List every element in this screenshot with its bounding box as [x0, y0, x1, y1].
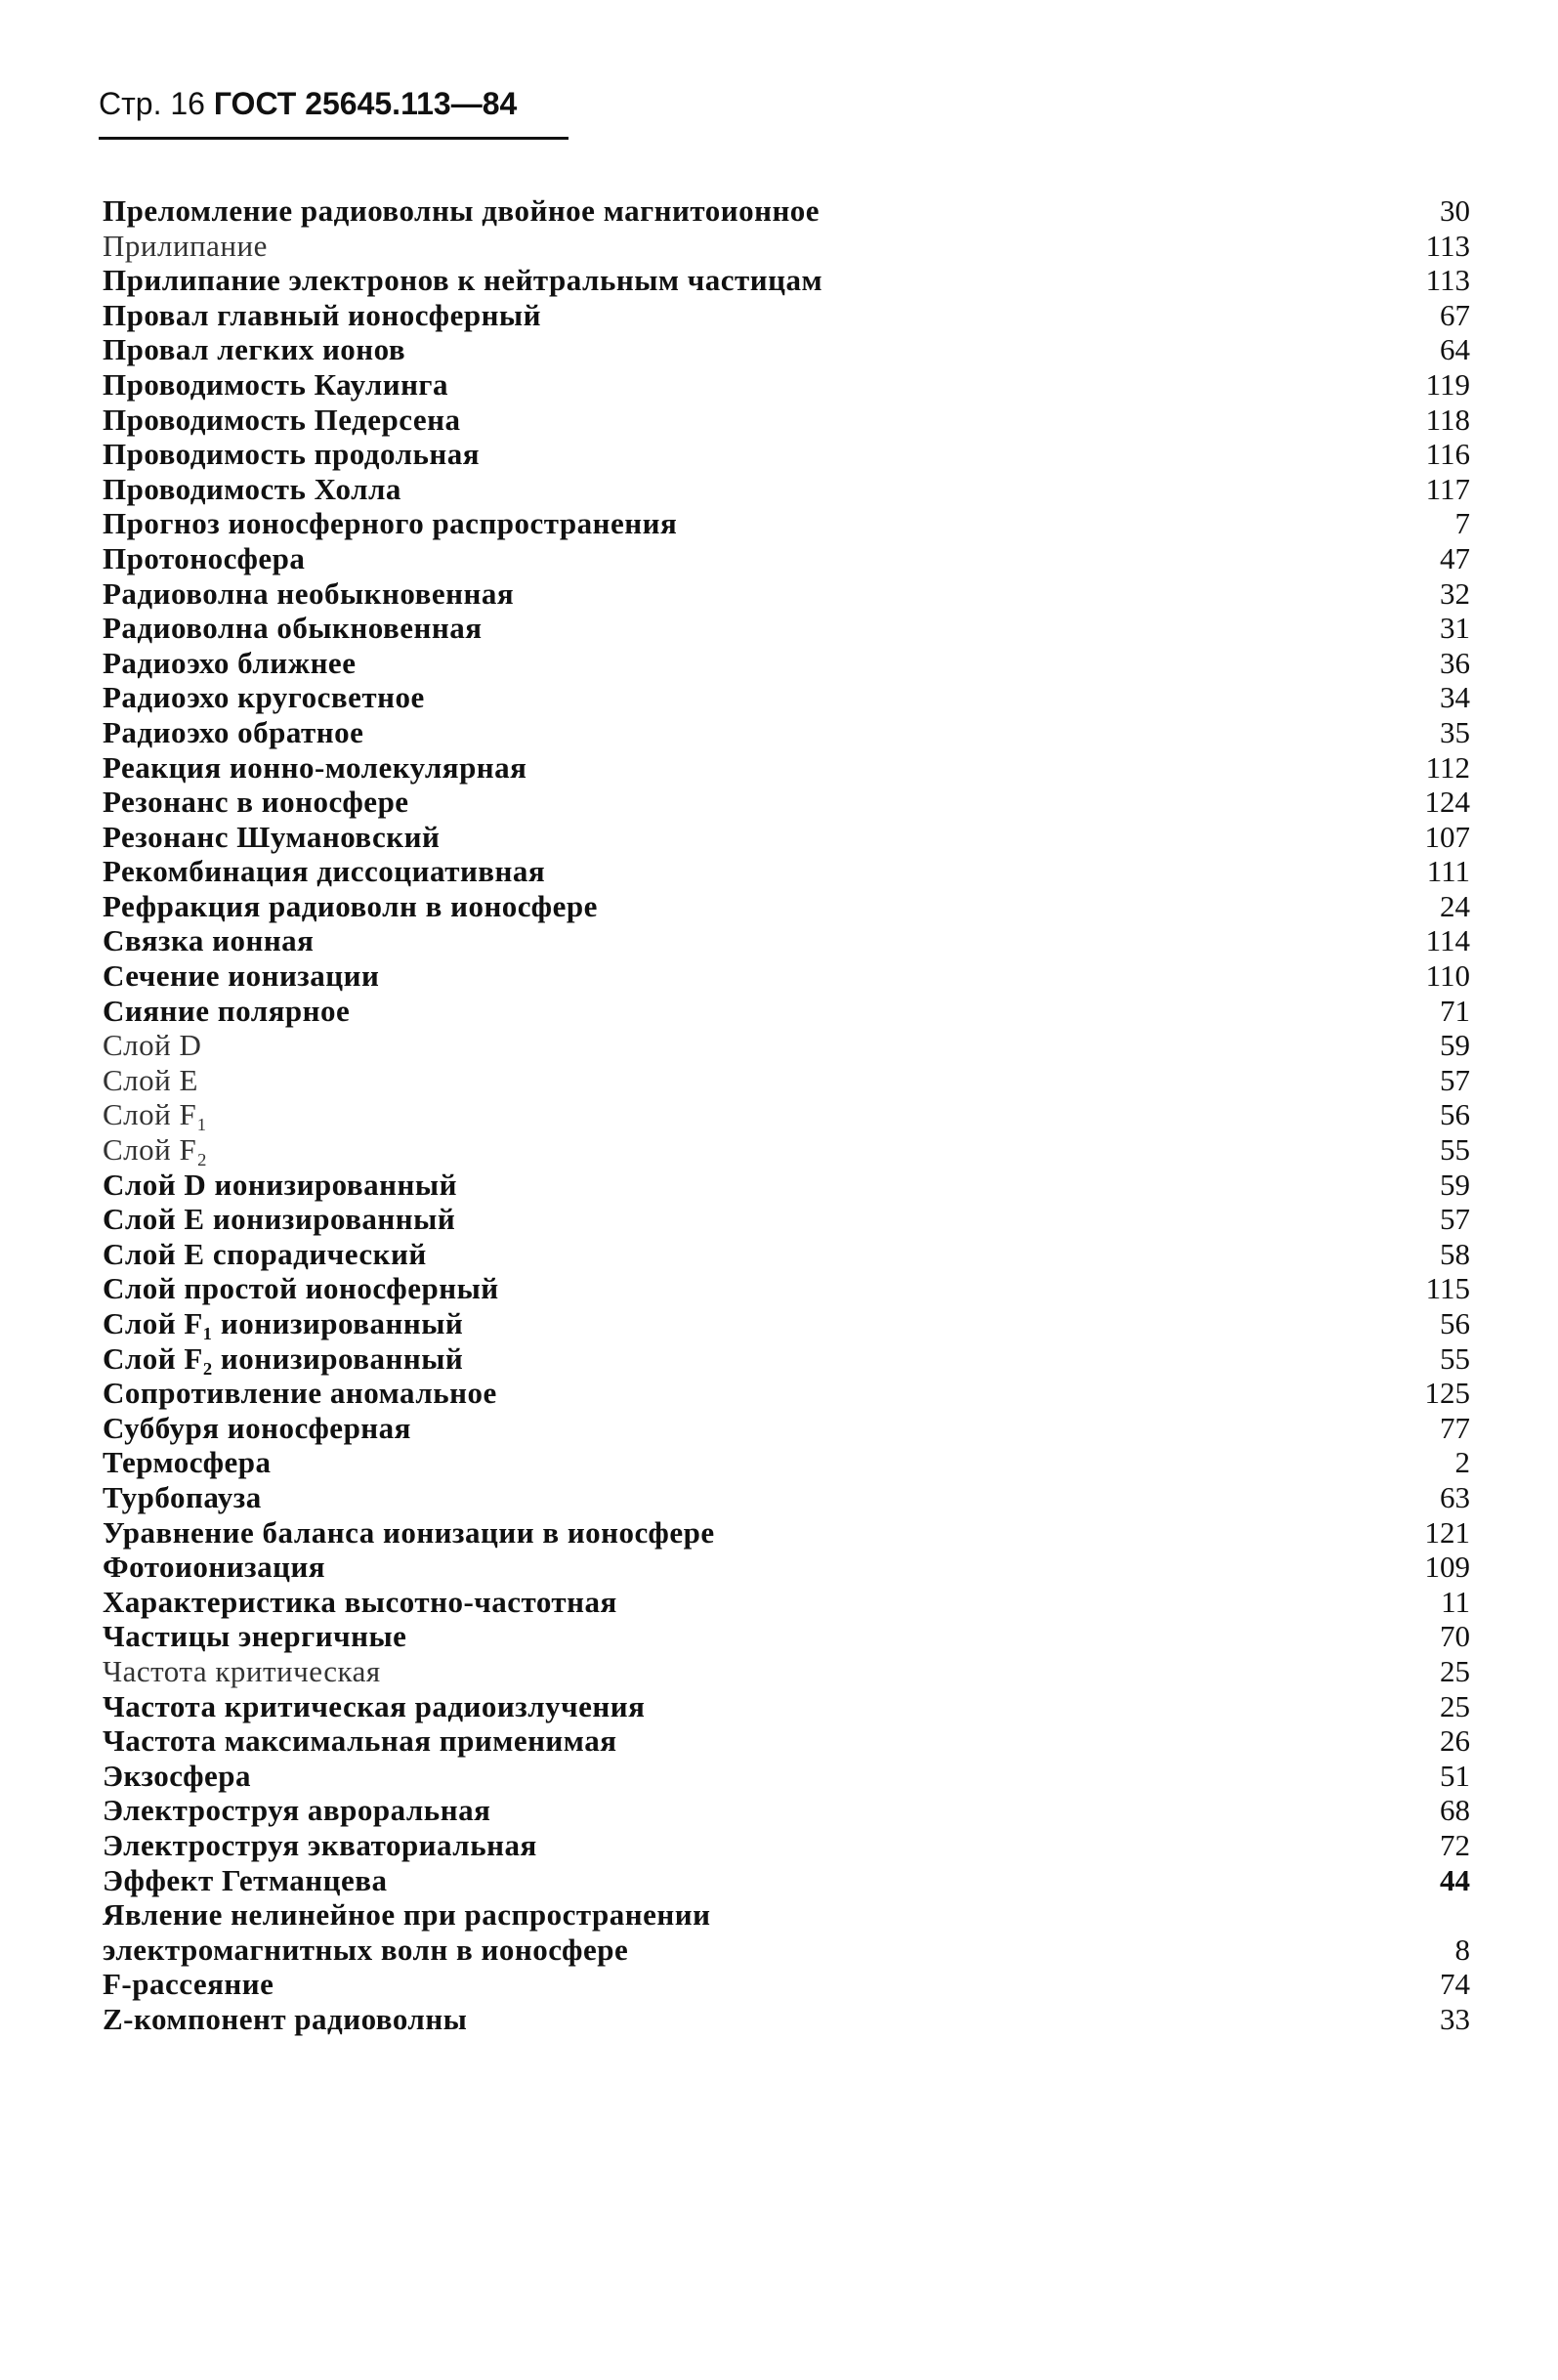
index-entry [103, 1550, 1470, 1585]
index-page-number: 63 [1440, 1479, 1470, 1514]
page-label: Стр. 16 [99, 86, 205, 121]
index-entry [103, 1480, 1470, 1515]
index-page-number: 59 [1440, 1028, 1470, 1063]
index-entry [103, 1828, 1470, 1863]
index-term: Радиоэхо ближнее [103, 645, 357, 680]
index-term: Сопротивление аномальное [103, 1376, 497, 1411]
index-entry [103, 1411, 1470, 1446]
index-term: Связка ионная [103, 923, 315, 958]
index-page-number: 36 [1440, 645, 1470, 680]
index-entry [103, 958, 1470, 994]
index-entry [103, 1271, 1470, 1306]
index-page-number: 121 [1424, 1514, 1470, 1550]
index-entry [103, 437, 1470, 472]
index-term: Слой D ионизированный [103, 1167, 457, 1202]
index-term: Слой E [103, 1062, 198, 1097]
index-entry [103, 1132, 1470, 1168]
index-page-number: 47 [1440, 540, 1470, 575]
index-page-number: 56 [1440, 1306, 1470, 1340]
index-page-number: 117 [1425, 471, 1470, 506]
index-entry [103, 1237, 1470, 1272]
index-term: F-рассеяние [103, 1967, 274, 2002]
index-page-number: 113 [1425, 263, 1470, 298]
index-term: Термосфера [103, 1445, 272, 1480]
index-term: Слой D [103, 1028, 202, 1063]
index-entry [103, 785, 1470, 820]
index-entry [103, 1515, 1470, 1551]
index-term: Частота критическая радиоизлучения [103, 1688, 646, 1723]
index-entry [103, 367, 1470, 403]
index-page-number: 34 [1440, 680, 1470, 715]
index-term: Z-компонент радиоволны [103, 2001, 468, 2036]
index-page-number: 35 [1440, 714, 1470, 749]
index-term: Проводимость продольная [103, 437, 480, 472]
index-term: Рекомбинация диссоциативная [103, 854, 546, 889]
index-entry [103, 994, 1470, 1029]
index-term: Слой F₂ ионизированный [103, 1340, 464, 1376]
index-entry [103, 298, 1470, 333]
index-term: Характеристика высотно-частотная [103, 1584, 617, 1619]
index-entry [103, 1654, 1470, 1689]
index-term: Слой F₁ ионизированный [103, 1306, 464, 1340]
index-entry [103, 229, 1470, 264]
index-term: Резонанс Шумановский [103, 819, 441, 854]
index-term: Слой F₂ [103, 1132, 208, 1168]
index-entry [103, 1863, 1470, 1898]
index-page-number: 57 [1440, 1202, 1470, 1237]
index-page-number: 110 [1425, 958, 1470, 994]
index-term: Рефракция радиоволн в ионосфере [103, 888, 598, 923]
index-term: Провал главный ионосферный [103, 297, 541, 332]
index-entry [103, 1063, 1470, 1098]
index-page-number: 115 [1425, 1271, 1470, 1306]
index-term: Частота максимальная применимая [103, 1723, 617, 1759]
index-entry [103, 923, 1470, 958]
index-page-number: 125 [1424, 1376, 1470, 1411]
index-page-number: 33 [1440, 2001, 1470, 2036]
index-term: Слой F₁ [103, 1097, 208, 1132]
index-page-number: 77 [1440, 1410, 1470, 1445]
index-term: Протоносфера [103, 540, 306, 575]
index-page-number: 59 [1440, 1167, 1470, 1202]
index-term: Провал легких ионов [103, 332, 406, 367]
index-page-number: 25 [1440, 1653, 1470, 1688]
index-page-number: 112 [1425, 749, 1470, 785]
index-entry [103, 2002, 1470, 2037]
index-entry [103, 820, 1470, 855]
standard-number: ГОСТ 25645.113—84 [213, 86, 518, 121]
index-entry [103, 1967, 1470, 2002]
index-term: Преломление радиоволны двойное магнитоионное [103, 193, 821, 228]
index-page-number: 26 [1440, 1723, 1470, 1759]
index-entry [103, 472, 1470, 507]
index-term: Явление нелинейное при распространении [103, 1897, 711, 1933]
index-entry [103, 1585, 1470, 1620]
index-term: Сияние полярное [103, 993, 351, 1028]
index-term: Экзосфера [103, 1758, 252, 1793]
index-term: Проводимость Педерсена [103, 402, 461, 437]
index-page-number: 8 [1454, 1932, 1470, 1967]
index-entry [103, 1723, 1470, 1759]
index-page-number: 116 [1425, 437, 1470, 472]
index-entry [103, 193, 1470, 229]
index-entry [103, 750, 1470, 786]
index-page-number: 44 [1440, 1862, 1470, 1897]
index-entry [103, 1445, 1470, 1480]
index-term: Проводимость Каулинга [103, 366, 449, 402]
index-term: Слой простой ионосферный [103, 1271, 499, 1306]
index-entry [103, 1028, 1470, 1063]
index-term: Эффект Гетманцева [103, 1862, 388, 1897]
index-term: Частицы энергичные [103, 1619, 407, 1654]
page-header [99, 84, 517, 123]
index-term: Электроструя экваториальная [103, 1827, 537, 1862]
index-term: Прилипание электронов к нейтральным частицам [103, 263, 823, 298]
index-page-number: 57 [1440, 1062, 1470, 1097]
index-list [103, 193, 1470, 2036]
index-entry [103, 506, 1470, 541]
index-term: Радиоволна необыкновенная [103, 575, 515, 611]
index-entry [103, 889, 1470, 924]
index-page-number: 71 [1440, 993, 1470, 1028]
index-page-number: 56 [1440, 1097, 1470, 1132]
index-page-number: 7 [1454, 506, 1470, 541]
index-term: Сечение ионизации [103, 958, 380, 994]
index-entry [103, 611, 1470, 646]
index-term: Частота критическая [103, 1653, 381, 1688]
index-entry [103, 715, 1470, 750]
index-page-number: 51 [1440, 1758, 1470, 1793]
index-page-number: 24 [1440, 888, 1470, 923]
index-entry [103, 576, 1470, 612]
index-page-number: 64 [1440, 332, 1470, 367]
index-page-number: 124 [1424, 785, 1470, 820]
index-page-number: 113 [1425, 228, 1470, 263]
index-term: Радиоэхо обратное [103, 714, 364, 749]
index-page-number: 67 [1440, 297, 1470, 332]
index-entry [103, 1897, 1470, 1933]
index-term: Фотоионизация [103, 1550, 326, 1585]
index-term: Реакция ионно-молекулярная [103, 749, 527, 785]
index-term: Электроструя авроральная [103, 1793, 491, 1828]
index-entry [103, 854, 1470, 889]
index-term: Радиоэхо кругосветное [103, 680, 425, 715]
header-rule [99, 137, 568, 140]
index-entry [103, 1097, 1470, 1132]
index-term: Резонанс в ионосфере [103, 785, 409, 820]
index-term: Проводимость Холла [103, 471, 401, 506]
index-entry [103, 1168, 1470, 1203]
index-page-number: 70 [1440, 1619, 1470, 1654]
index-page-number: 114 [1425, 923, 1470, 958]
index-page-number: 31 [1440, 611, 1470, 646]
index-entry [103, 1689, 1470, 1724]
index-term: Суббуря ионосферная [103, 1410, 411, 1445]
index-entry [103, 1933, 1470, 1968]
index-entry [103, 1306, 1470, 1341]
index-entry [103, 680, 1470, 715]
index-term: Слой E ионизированный [103, 1202, 456, 1237]
index-term: электромагнитных волн в ионосфере [103, 1932, 629, 1967]
index-entry [103, 1759, 1470, 1794]
index-page-number: 2 [1454, 1445, 1470, 1480]
index-page-number: 107 [1424, 819, 1470, 854]
index-entry [103, 541, 1470, 576]
index-entry [103, 1341, 1470, 1377]
index-term: Прогноз ионосферного распространения [103, 506, 678, 541]
index-entry [103, 1793, 1470, 1828]
index-page-number: 55 [1440, 1340, 1470, 1376]
index-page-number: 55 [1440, 1132, 1470, 1168]
index-page-number: 109 [1424, 1550, 1470, 1585]
index-page-number: 111 [1426, 854, 1470, 889]
index-entry [103, 332, 1470, 367]
index-page-number: 68 [1440, 1793, 1470, 1828]
index-entry [103, 1202, 1470, 1237]
index-page-number: 32 [1440, 575, 1470, 611]
index-entry [103, 403, 1470, 438]
index-entry [103, 263, 1470, 298]
index-term: Уравнение баланса ионизации в ионосфере [103, 1514, 715, 1550]
index-page-number: 119 [1425, 366, 1470, 402]
index-page-number: 118 [1425, 402, 1470, 437]
index-entry [103, 1376, 1470, 1411]
index-page-number: 11 [1441, 1584, 1470, 1619]
index-term: Слой E спорадический [103, 1236, 427, 1271]
index-page-number: 74 [1440, 1967, 1470, 2002]
index-term: Прилипание [103, 228, 268, 263]
index-page-number: 58 [1440, 1236, 1470, 1271]
index-page-number: 25 [1440, 1688, 1470, 1723]
index-entry [103, 646, 1470, 681]
index-entry [103, 1619, 1470, 1654]
index-page-number: 30 [1440, 193, 1470, 228]
index-term: Радиоволна обыкновенная [103, 611, 483, 646]
index-term: Турбопауза [103, 1479, 262, 1514]
index-page-number: 72 [1440, 1827, 1470, 1862]
